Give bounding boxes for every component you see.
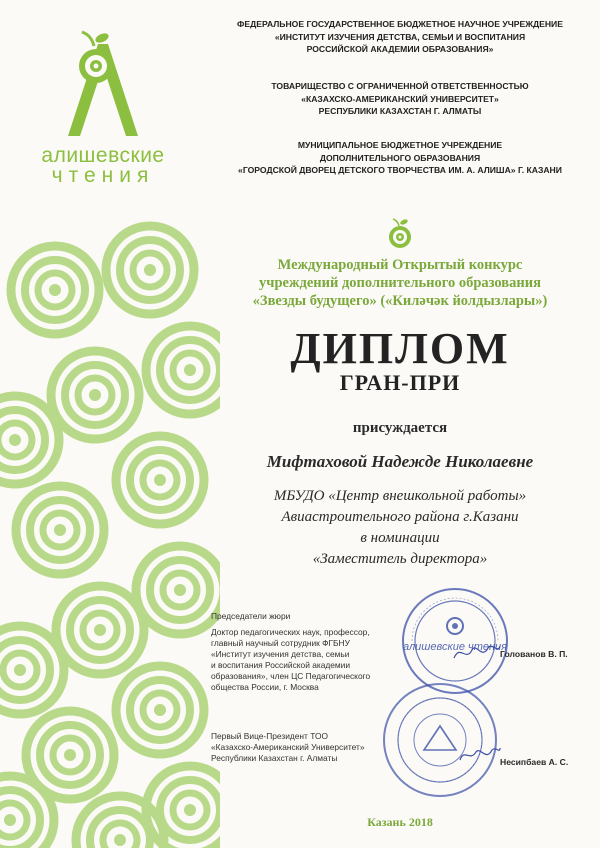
jury-chair1-description — [211, 627, 401, 693]
apple-swirl-icon — [385, 218, 415, 250]
organizer-3 — [210, 139, 590, 177]
organizer-3-line: МУНИЦИПАЛЬНОЕ БЮДЖЕТНОЕ УЧРЕЖДЕНИЕ — [297, 140, 503, 150]
diploma-subtitle: ГРАН-ПРИ — [339, 370, 461, 395]
organizer-3-line: ДОПОЛНИТЕЛЬНОГО ОБРАЗОВАНИЯ — [319, 152, 481, 163]
award-detail-line: Авиастроительного района г.Казани — [281, 509, 519, 525]
logo-text-line1: алишевские — [41, 144, 165, 167]
jury-chair1-name: Голованов В. П. — [500, 649, 568, 659]
organizer-2-line: ТОВАРИЩЕСТВО С ОГРАНИЧЕННОЙ ОТВЕТСТВЕННОСТЬЮ — [271, 81, 529, 91]
jury-chair1-line: «Институт изучения детства, семьи — [211, 649, 350, 659]
jury-chair2-line: «Казахско-Американский Университет» — [211, 742, 365, 752]
jury-chair1-line: главный научный сотрудник ФГБНУ — [211, 638, 350, 648]
awarded-text: присуждается — [352, 420, 448, 436]
contest-line: «Звезды будущего» («Киләчәк йолдызлары») — [252, 293, 548, 309]
jury-chair2-line: Республики Казахстан г. Алматы — [211, 753, 338, 763]
green-letter-a-apple-swirl-logo-icon — [48, 24, 158, 142]
organizer-2-line: «КАЗАХСКО-АМЕРИКАНСКИЙ УНИВЕРСИТЕТ» — [301, 93, 499, 104]
organizer-1-line: ФЕДЕРАЛЬНОЕ ГОСУДАРСТВЕННОЕ БЮДЖЕТНОЕ НАУЧНОЕ УЧРЕЖДЕНИЕ — [237, 19, 563, 29]
university-seal-icon — [380, 680, 500, 800]
jury-chair2-description — [211, 731, 401, 764]
award-detail-line: в номинации — [360, 530, 440, 546]
organizer-1-line: РОССИЙСКОЙ АКАДЕМИИ ОБРАЗОВАНИЯ» — [306, 44, 494, 54]
jury-chair1-line: общества России, г. Москва — [211, 682, 319, 692]
jury-chair2-name: Несипбаев А. С. — [500, 757, 569, 767]
recipient-name: Мифтаховой Надежде Николаевне — [266, 452, 534, 471]
swirl-pattern-decoration — [0, 210, 220, 848]
signature-scrawl-1 — [452, 640, 502, 664]
signature-scrawl-2 — [458, 744, 502, 766]
award-detail-line: МБУДО «Центр внешкольной работы» — [273, 488, 527, 504]
logo-text-line2: чтения — [51, 164, 155, 187]
stamp-text: алишевские чтения — [402, 641, 508, 653]
footer-city-year: Казань 2018 — [367, 815, 433, 829]
jury-label: Председатели жюри — [211, 611, 291, 621]
organizer-1 — [210, 18, 590, 56]
contest-line: Международный Открытый конкурс — [277, 257, 523, 273]
jury-chair1-line: и воспитания Российской академии — [211, 660, 351, 670]
contest-name — [210, 256, 590, 310]
diploma-title: ДИПЛОМ — [290, 324, 510, 373]
logo — [28, 24, 178, 188]
organizer-2 — [210, 80, 590, 118]
organizer-3-line: «ГОРОДСКОЙ ДВОРЕЦ ДЕТСКОГО ТВОРЧЕСТВА ИМ. А. АЛИША» Г. КАЗАНИ — [238, 165, 562, 175]
contest-line: учреждений дополнительного образования — [259, 275, 541, 291]
jury-chair1-line: Доктор педагогических наук, профессор, — [211, 627, 370, 637]
award-detail-line: «Заместитель директора» — [312, 551, 488, 567]
award-details — [200, 486, 600, 570]
jury-chair1-line: образования», член ЦС Педагогического — [211, 671, 371, 681]
jury-chair2-line: Первый Вице-Президент ТОО — [211, 731, 328, 741]
organizer-1-line: «ИНСТИТУТ ИЗУЧЕНИЯ ДЕТСТВА, СЕМЬИ И ВОСПИТАНИЯ — [274, 31, 526, 42]
organizer-2-line: РЕСПУБЛИКИ КАЗАХСТАН Г. АЛМАТЫ — [318, 106, 482, 116]
